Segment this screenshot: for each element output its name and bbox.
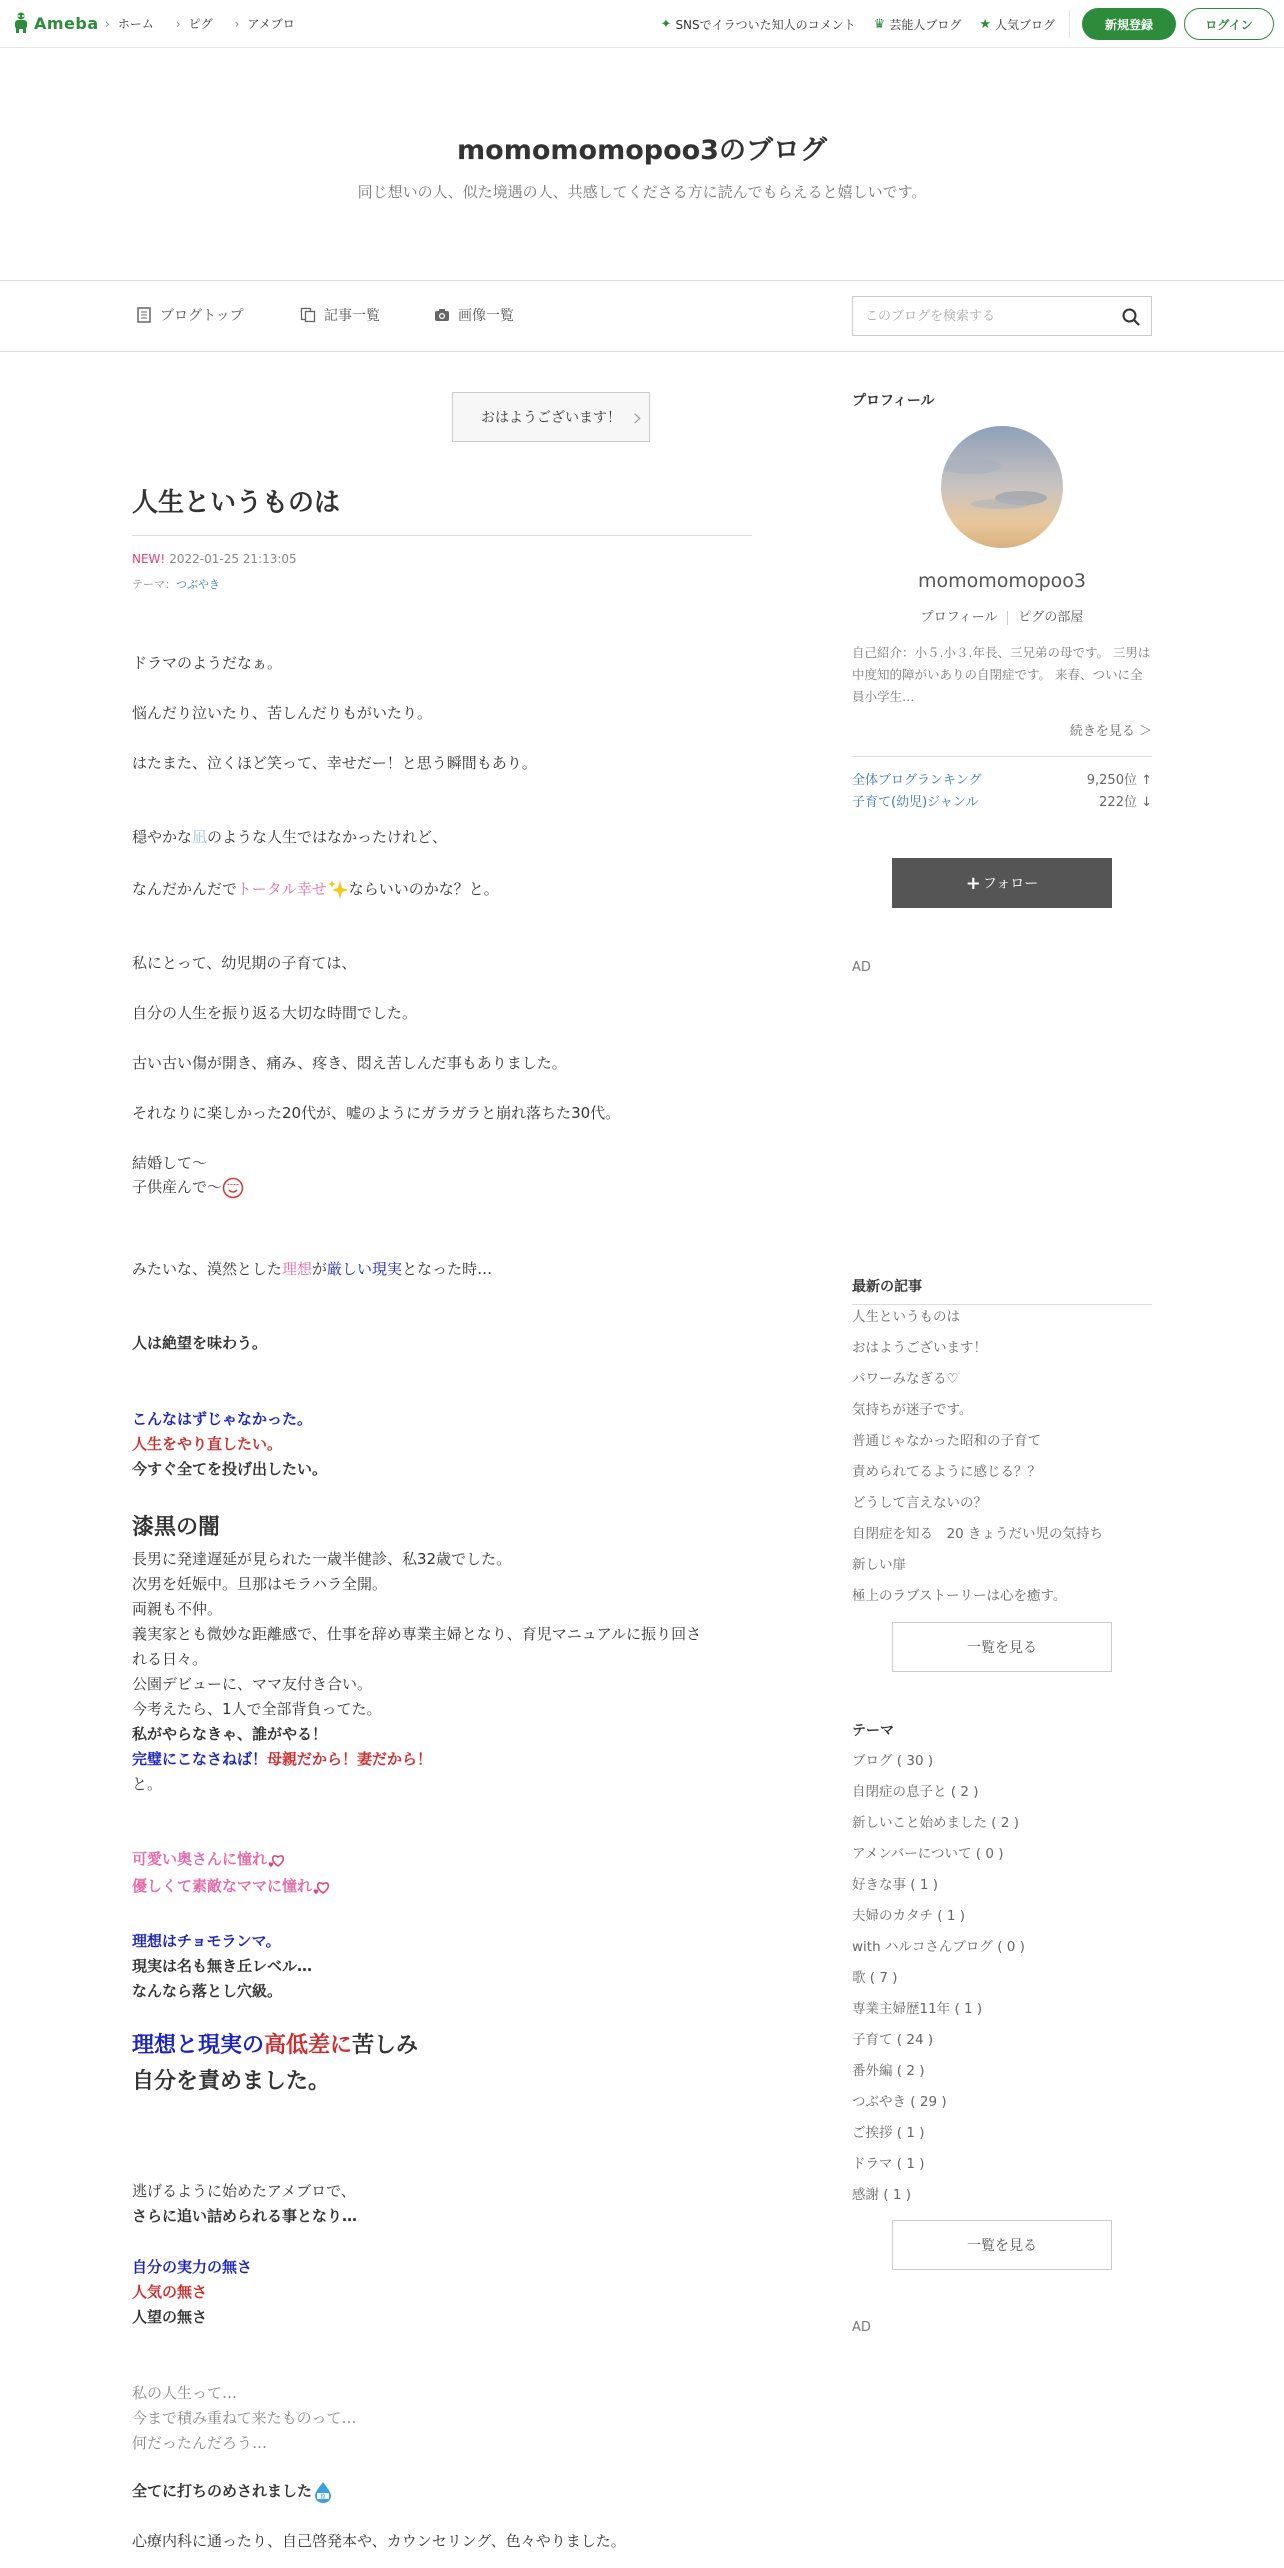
text-span: 厳しい現実 bbox=[327, 1260, 403, 1278]
entry-line: 古い古い傷が開き、痛み、疼き、悶え苦しんだ事もありました。 bbox=[132, 1054, 567, 1072]
entry-line: なんなら落とし穴級。 bbox=[132, 1982, 283, 2000]
profile-heading: プロフィール bbox=[852, 393, 935, 409]
entry-line bbox=[132, 1748, 432, 1769]
sparkle-emoji-icon bbox=[327, 879, 349, 901]
search-icon[interactable] bbox=[1121, 307, 1141, 327]
text-span: なんだかんだで bbox=[132, 880, 237, 898]
top-right-links bbox=[661, 8, 1274, 40]
list-item[interactable]: 新しいこと始めました ( 2 ) bbox=[852, 1815, 1019, 1831]
latest-entries-list bbox=[852, 1302, 1152, 1612]
text-span: 理想 bbox=[282, 1260, 313, 1278]
top-bar bbox=[0, 0, 1284, 48]
list-item[interactable]: 新しい扉 bbox=[852, 1557, 906, 1573]
theme-list bbox=[852, 1746, 1152, 2211]
sns-comment-link[interactable] bbox=[661, 16, 856, 33]
list-item[interactable]: ドラマ ( 1 ) bbox=[852, 2156, 925, 2172]
list-item[interactable]: 普通じゃなかった昭和の子育て bbox=[852, 1433, 1041, 1449]
crying-emoji-icon bbox=[312, 2481, 334, 2503]
profile-link[interactable]: プロフィール bbox=[920, 610, 998, 625]
theme-heading: テーマ bbox=[852, 1723, 894, 1739]
latest-entries-heading: 最新の記事 bbox=[852, 1276, 1152, 1305]
list-item[interactable]: 夫婦のカタチ ( 1 ) bbox=[852, 1908, 965, 1924]
entry-line: 今考えたら、1人で全部背負ってた。 bbox=[132, 1700, 382, 1718]
new-badge: NEW! bbox=[132, 552, 166, 566]
ranking-value: 222位 ↓ bbox=[1099, 795, 1152, 810]
divider bbox=[1007, 611, 1008, 625]
heart-eyes-emoji-icon bbox=[222, 1177, 244, 1199]
entry-line: 人気の無さ bbox=[132, 2283, 208, 2301]
ranking-name: 子育て(幼児)ジャンル bbox=[852, 795, 979, 810]
crown-icon: ♛ bbox=[873, 16, 886, 32]
entry-theme bbox=[132, 576, 220, 592]
ad-label: AD bbox=[852, 960, 871, 975]
text-span: 絶望 bbox=[162, 1334, 193, 1352]
entry-heading bbox=[132, 2028, 418, 2059]
profile-name[interactable]: momomomopoo3 bbox=[918, 570, 1086, 592]
text-span: 人は bbox=[132, 1334, 163, 1352]
entry-list-label: 記事一覧 bbox=[324, 308, 380, 324]
theme-label: テーマ： bbox=[132, 578, 176, 591]
entry-line: 何だったんだろう… bbox=[132, 2434, 268, 2452]
list-item[interactable]: 自閉症の息子と ( 2 ) bbox=[852, 1784, 979, 1800]
logo-text: Ameba bbox=[34, 13, 99, 33]
entry-line: 義実家とも微妙な距離感で、仕事を辞め専業主婦となり、育児マニュアルに振り回さ bbox=[132, 1625, 702, 1643]
blog-top-label: ブログトップ bbox=[160, 308, 244, 324]
entry-line bbox=[132, 1176, 244, 1199]
entry-heading: 自分を責めました。 bbox=[132, 2069, 331, 2094]
list-item[interactable]: アメンバーについて ( 0 ) bbox=[852, 1846, 1004, 1862]
entry-line: 人生をやり直したい。 bbox=[132, 1435, 283, 1453]
entry-line: 私の人生って… bbox=[132, 2384, 238, 2402]
celebrity-blog-label: 芸能人ブログ bbox=[889, 17, 962, 32]
ranking-value: 9,250位 ↑ bbox=[1086, 773, 1152, 788]
entry-line bbox=[132, 1875, 332, 1897]
entry-line bbox=[132, 1848, 287, 1870]
list-item[interactable]: おはようございます！ bbox=[852, 1340, 987, 1356]
entry-line bbox=[132, 1258, 492, 1279]
divider bbox=[1069, 10, 1070, 38]
plus-icon: + bbox=[965, 872, 981, 894]
entry-list-link[interactable] bbox=[300, 305, 380, 325]
nav-home[interactable]: › ホーム bbox=[105, 15, 154, 32]
text-span: 全てに打ちのめされました bbox=[132, 2482, 313, 2500]
list-item[interactable]: 好きな事 ( 1 ) bbox=[852, 1877, 938, 1893]
text-span: 苦しみ bbox=[352, 2033, 419, 2058]
theme-link[interactable]: つぶやき bbox=[176, 578, 220, 591]
copy-icon bbox=[300, 307, 316, 323]
text-span: 優しくて素敵なママに憧れ bbox=[132, 1877, 313, 1895]
text-span: 母親だから！妻だから！ bbox=[267, 1750, 433, 1768]
ranking-name: 全体ブログランキング bbox=[852, 773, 982, 788]
follow-label: フォロー bbox=[982, 876, 1039, 892]
entry-line: 自分の実力の無さ bbox=[132, 2258, 253, 2276]
text-span: を味わう。 bbox=[192, 1334, 268, 1352]
entry-line: 今すぐ全てを投げ出したい。 bbox=[132, 1460, 328, 1478]
entry-line: こんなはずじゃなかった。 bbox=[132, 1410, 313, 1428]
text-span: みたいな、漠然とした bbox=[132, 1260, 283, 1278]
list-item[interactable]: 極上のラブストーリーは心を癒す。 bbox=[852, 1588, 1067, 1604]
text-span: トータル幸せ bbox=[236, 880, 327, 898]
popular-blog-link[interactable] bbox=[979, 16, 1055, 33]
profile-intro: 自己紹介：小５.小３.年長、三兄弟の母です。 三男は中度知的障がいありの自閉症です。 来春、ついに全員小学生… bbox=[852, 645, 1151, 704]
document-icon bbox=[136, 307, 152, 323]
blog-top-link[interactable] bbox=[136, 305, 244, 325]
entry-line: 公園デビューに、ママ友付き合い。 bbox=[132, 1675, 373, 1693]
ameba-logo[interactable] bbox=[12, 12, 99, 34]
svg-text:泣: 泣 bbox=[320, 2493, 326, 2500]
list-item[interactable]: 子育て ( 24 ) bbox=[852, 2032, 934, 2048]
text-span: 穏やかな bbox=[132, 828, 193, 846]
entry-line: はたまた、泣くほど笑って、幸せだー！と思う瞬間もあり。 bbox=[132, 754, 537, 772]
list-item[interactable]: 感謝 ( 1 ) bbox=[852, 2187, 911, 2203]
nav-ameblo[interactable]: › アメブロ bbox=[235, 15, 295, 32]
entry-line: と。 bbox=[132, 1775, 163, 1793]
star-icon: ★ bbox=[979, 16, 991, 32]
list-item[interactable]: パワーみなぎる♡ bbox=[852, 1371, 959, 1387]
image-list-label: 画像一覧 bbox=[458, 308, 514, 324]
entry-line: 結婚して〜 bbox=[132, 1154, 208, 1172]
list-item[interactable]: 専業主婦歴11年 ( 1 ) bbox=[852, 2001, 983, 2017]
list-item[interactable]: つぶやき ( 29 ) bbox=[852, 2094, 947, 2110]
text-span: 子供産んで〜 bbox=[132, 1178, 223, 1196]
sparkle-icon: ✦ bbox=[660, 16, 672, 32]
entry-line: 私にとって、幼児期の子育ては、 bbox=[132, 954, 357, 972]
latest-see-all-button[interactable]: 一覧を見る bbox=[892, 1622, 1112, 1672]
text-span: のような人生ではなかったけれど、 bbox=[207, 828, 448, 846]
text-span: 高低差に bbox=[264, 2033, 353, 2058]
avatar[interactable] bbox=[941, 426, 1063, 548]
list-item[interactable]: 気持ちが迷子です。 bbox=[852, 1402, 973, 1418]
blog-title[interactable]: momomomopoo3のブログ bbox=[457, 135, 827, 166]
blog-search-input[interactable] bbox=[853, 297, 1103, 335]
list-item[interactable]: 自閉症を知る 20 きょうだい児の気持ち bbox=[852, 1526, 1103, 1542]
list-item[interactable]: ご挨拶 ( 1 ) bbox=[852, 2125, 925, 2141]
text-span: が bbox=[312, 1260, 328, 1278]
follow-button[interactable] bbox=[892, 858, 1112, 908]
text-span: 可愛い奥さんに憧れ bbox=[132, 1850, 268, 1868]
entry-line: 人望の無さ bbox=[132, 2308, 208, 2326]
camera-icon bbox=[434, 307, 450, 323]
ranking-row[interactable] bbox=[852, 769, 1152, 791]
entry-line bbox=[132, 878, 499, 901]
signup-button[interactable]: 新規登録 bbox=[1082, 8, 1176, 40]
previous-entry-label: おはようございます！ bbox=[481, 410, 621, 426]
blog-description: 同じ想いの人、似た境遇の人、共感してくださる方に読んでもらえると嬉しいです。 bbox=[357, 183, 927, 201]
chevron-right-icon: › bbox=[632, 403, 643, 433]
entry-line: 逃げるように始めたアメブロで、 bbox=[132, 2182, 356, 2200]
sns-comment-label: SNSでイラついた知人のコメント bbox=[675, 17, 856, 32]
entry-line bbox=[132, 2480, 334, 2503]
profile-links bbox=[852, 606, 1152, 625]
list-item[interactable]: 番外編 ( 2 ) bbox=[852, 2063, 925, 2079]
blog-search bbox=[852, 296, 1152, 336]
entry-date: 2022-01-25 21:13:05 bbox=[169, 552, 297, 566]
entry-line: 両親も不仲。 bbox=[132, 1600, 223, 1618]
nav-pig[interactable]: › ピグ bbox=[176, 15, 213, 32]
entry-line: さらに追い詰められる事となり… bbox=[132, 2207, 358, 2225]
text-span: ならいいのかな？と。 bbox=[348, 880, 499, 898]
entry-line: れる日々。 bbox=[132, 1650, 208, 1668]
blog-header bbox=[0, 48, 1284, 280]
entry-meta bbox=[132, 552, 297, 566]
entry-title: 人生というものは bbox=[132, 482, 752, 536]
previous-entry-button[interactable] bbox=[452, 392, 650, 442]
list-item[interactable]: ブログ ( 30 ) bbox=[852, 1753, 934, 1769]
entry-line: それなりに楽しかった20代が、嘘のようにガラガラと崩れ落ちた30代。 bbox=[132, 1104, 621, 1122]
entry-line: 心療内科に通ったり、自己啓発本や、カウンセリング、色々やりました。 bbox=[132, 2532, 626, 2550]
list-item[interactable]: 責められてるように感じる？？ bbox=[852, 1464, 1041, 1480]
ranking-row[interactable] bbox=[852, 791, 1152, 813]
entry-line: 次男を妊娠中。旦那はモラハラ全開。 bbox=[132, 1575, 388, 1593]
hearts-emoji-icon bbox=[312, 1877, 332, 1897]
text-span: 凪 bbox=[192, 828, 208, 846]
entry-line: 長男に発達遅延が見られた一歳半健診、私32歳でした。 bbox=[132, 1550, 512, 1568]
avatar-image bbox=[941, 426, 1063, 548]
ad-label: AD bbox=[852, 2320, 871, 2335]
pig-room-link[interactable]: ピグの部屋 bbox=[1018, 610, 1084, 625]
celebrity-blog-link[interactable] bbox=[874, 16, 962, 33]
list-item[interactable]: with ハルコさんブログ ( 0 ) bbox=[852, 1939, 1025, 1955]
read-more-link[interactable]: 続きを見る ＞ bbox=[1069, 724, 1152, 739]
entry-heading: 漆黒の闇 bbox=[132, 1515, 221, 1540]
entry-line: 自分の人生を振り返る大切な時間でした。 bbox=[132, 1004, 418, 1022]
list-item[interactable]: どうして言えないの？ bbox=[852, 1495, 987, 1511]
entry-line: 現実は名も無き丘レベル… bbox=[132, 1957, 313, 1975]
entry-line: 今まで積み重ねて来たものって… bbox=[132, 2409, 357, 2427]
blog-nav bbox=[0, 280, 1284, 352]
entry-line: ドラマのようだなぁ。 bbox=[132, 654, 283, 672]
popular-blog-label: 人気ブログ bbox=[994, 17, 1055, 32]
ranking-box bbox=[852, 756, 1152, 813]
theme-see-all-button[interactable]: 一覧を見る bbox=[892, 2220, 1112, 2270]
entry-line: 理想はチョモランマ。 bbox=[132, 1932, 281, 1950]
login-button[interactable]: ログイン bbox=[1184, 8, 1274, 40]
list-item[interactable]: 歌 ( 7 ) bbox=[852, 1970, 898, 1986]
entry-line bbox=[132, 1332, 267, 1353]
entry-line: 私がやらなきゃ、誰がやる！ bbox=[132, 1725, 328, 1743]
list-item[interactable]: 人生というものは bbox=[852, 1309, 960, 1325]
entry-line bbox=[132, 826, 447, 847]
text-span: 完璧にこなさねば！ bbox=[132, 1750, 268, 1768]
text-span: 理想と現実の bbox=[132, 2033, 265, 2058]
entry-line: 悩んだり泣いたり、苦しんだりもがいたり。 bbox=[132, 704, 433, 722]
ameba-logo-icon bbox=[12, 12, 30, 34]
top-nav bbox=[105, 15, 295, 32]
image-list-link[interactable] bbox=[434, 305, 514, 325]
text-span: となった時… bbox=[402, 1260, 493, 1278]
hearts-emoji-icon bbox=[267, 1850, 287, 1870]
